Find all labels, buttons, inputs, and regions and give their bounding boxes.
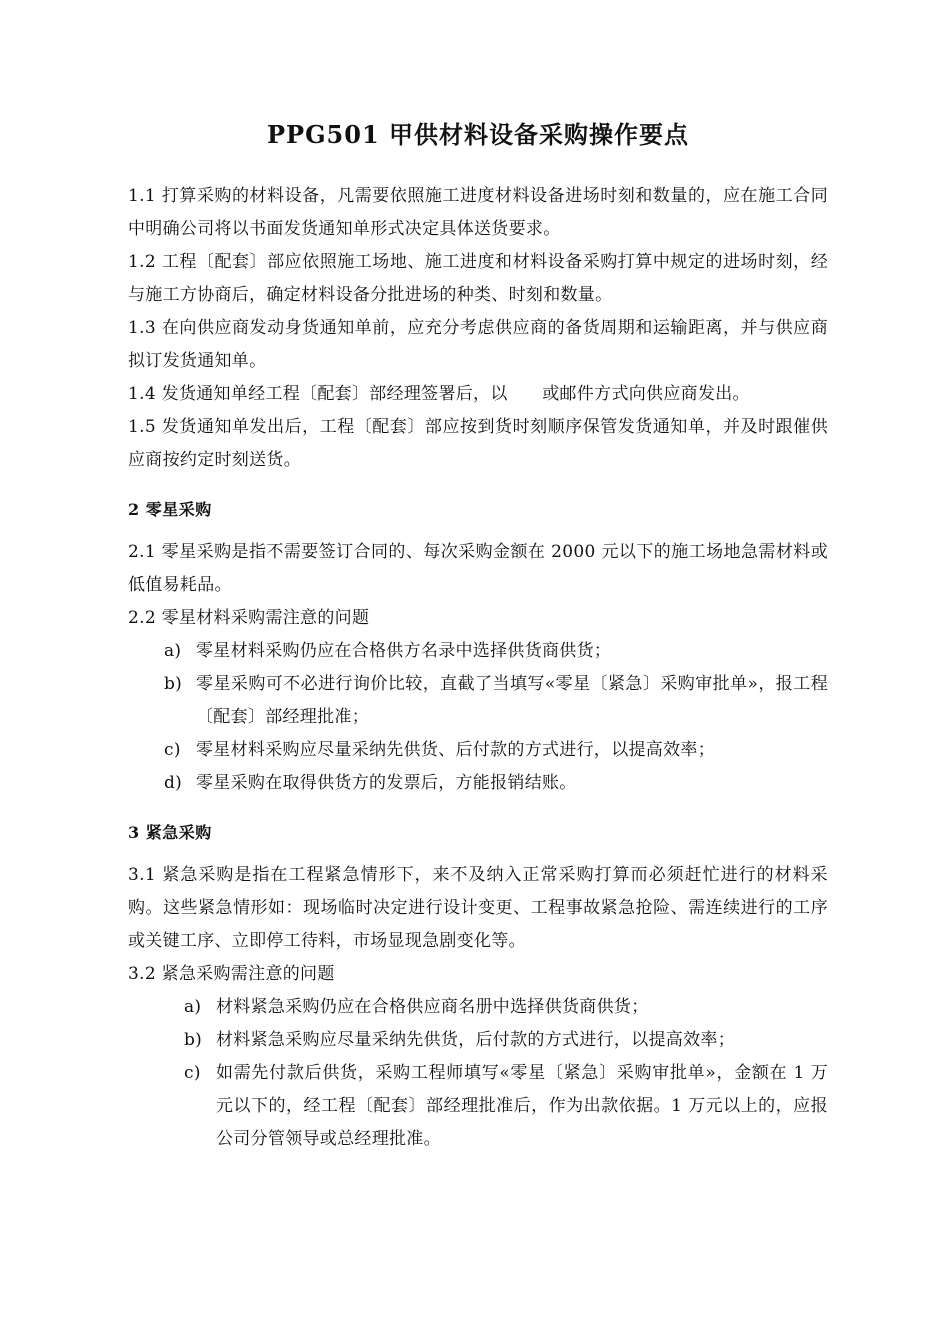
document-title: PPG501 甲供材料设备采购操作要点 bbox=[266, 120, 690, 149]
document-page bbox=[128, 118, 828, 1156]
list-item-text: 材料紧急采购应尽量采纳先供货，后付款的方式进行，以提高效率； bbox=[216, 1030, 735, 1050]
list-item-text: 零星采购可不必进行询价比较，直截了当填写«零星〔紧急〕采购审批单»，报工程〔配套〕部经理批准； bbox=[196, 674, 828, 727]
list-item bbox=[128, 1024, 828, 1057]
paragraph-1-3: 1.3 在向供应商发动身货通知单前，应充分考虑供应商的备货周期和运输距离，并与供应商拟订发货通知单。 bbox=[128, 318, 828, 371]
section-2-list bbox=[128, 635, 828, 800]
paragraph-2-2: 2.2 零星材料采购需注意的问题 bbox=[128, 608, 370, 628]
paragraph-1-5: 1.5 发货通知单发出后，工程〔配套〕部应按到货时刻顺序保管发货通知单，并及时跟催供应商按约定时刻送货。 bbox=[128, 417, 828, 470]
paragraph-2-1: 2.1 零星采购是指不需要签订合同的、每次采购金额在 2000 元以下的施工场地急需材料或低值易耗品。 bbox=[128, 542, 828, 595]
list-marker: b) bbox=[164, 674, 183, 694]
list-item-text: 如需先付款后供货，采购工程师填写«零星〔紧急〕采购审批单»，金额在 1 万元以下的，经工程〔配套〕部经理批准后，作为出款依据。1 万元以上的，应报公司分管领导或总经理批准。 bbox=[216, 1063, 828, 1149]
list-item bbox=[128, 635, 828, 668]
section-3-heading: 3 紧急采购 bbox=[128, 823, 212, 842]
list-item bbox=[128, 991, 828, 1024]
list-item-text: 零星材料采购仍应在合格供方名录中选择供货商供货； bbox=[196, 641, 612, 661]
list-item-text: 零星采购在取得供货方的发票后，方能报销结账。 bbox=[196, 773, 577, 793]
list-item bbox=[128, 1057, 828, 1156]
list-item-text: 材料紧急采购仍应在合格供应商名册中选择供货商供货； bbox=[216, 997, 649, 1017]
section-1 bbox=[128, 180, 828, 477]
list-marker: c) bbox=[164, 740, 181, 760]
list-marker: c) bbox=[184, 1063, 201, 1083]
list-item bbox=[128, 734, 828, 767]
paragraph-1-2: 1.2 工程〔配套〕部应依照施工场地、施工进度和材料设备采购打算中规定的进场时刻，经与施工方协商后，确定材料设备分批进场的种类、时刻和数量。 bbox=[128, 252, 828, 305]
list-marker: d) bbox=[164, 773, 183, 793]
list-item-text: 零星材料采购应尽量采纳先供货、后付款的方式进行，以提高效率； bbox=[196, 740, 715, 760]
paragraph-3-2: 3.2 紧急采购需注意的问题 bbox=[128, 964, 335, 984]
section-3-list bbox=[128, 991, 828, 1156]
paragraph-1-1: 1.1 打算采购的材料设备，凡需要依照施工进度材料设备进场时刻和数量的，应在施工合同中明确公司将以书面发货通知单形式决定具体送货要求。 bbox=[128, 186, 828, 239]
paragraph-1-4: 1.4 发货通知单经工程〔配套〕部经理签署后，以 或邮件方式向供应商发出。 bbox=[128, 384, 750, 404]
section-2 bbox=[128, 493, 828, 800]
list-marker: a) bbox=[164, 641, 182, 661]
paragraph-3-1: 3.1 紧急采购是指在工程紧急情形下，来不及纳入正常采购打算而必须赶忙进行的材料采购。这些紧急情形如：现场临时决定进行设计变更、工程事故紧急抢险、需连续进行的工序或关键工序、立即停工待料，市场显现急剧变化等。 bbox=[128, 865, 828, 951]
section-2-heading: 2 零星采购 bbox=[128, 500, 212, 519]
section-3 bbox=[128, 816, 828, 1156]
list-item bbox=[128, 668, 828, 734]
list-marker: b) bbox=[184, 1030, 203, 1050]
list-item bbox=[128, 767, 828, 800]
list-marker: a) bbox=[184, 997, 202, 1017]
